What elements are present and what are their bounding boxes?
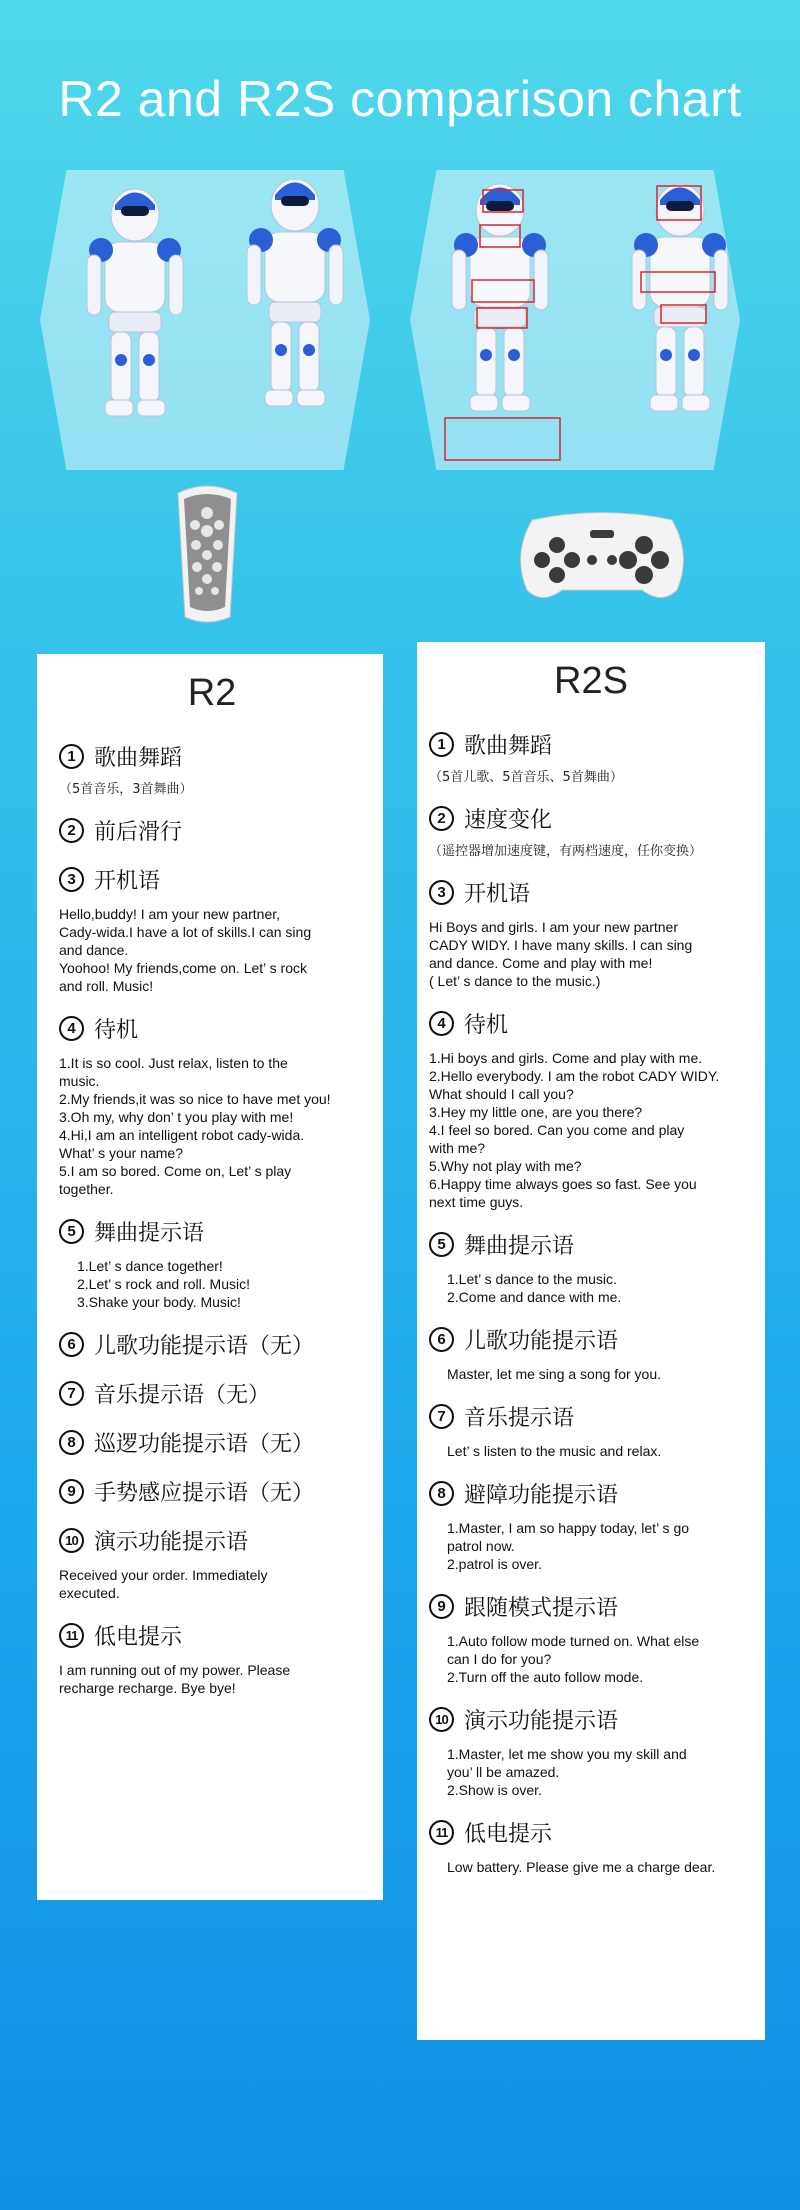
text-line: Yoohoo! My friends,come on. Let’ s rock: [59, 960, 307, 976]
item-heading: [429, 1478, 753, 1509]
text-line: music.: [59, 1073, 100, 1089]
item-heading: [429, 1229, 753, 1260]
circled-number: 8: [59, 1430, 84, 1455]
item-title: 儿歌功能提示语: [464, 1329, 619, 1354]
circled-number: 5: [429, 1232, 454, 1257]
r2s-gamepad-remote: [512, 505, 692, 605]
text-line: 5.Why not play with me?: [429, 1158, 582, 1174]
r2-item-10: [59, 1525, 365, 1602]
text-line: What should I call you?: [429, 1086, 574, 1102]
item-heading: [59, 1013, 365, 1044]
text-line: Master, let me sing a song for you.: [447, 1366, 661, 1382]
text-line: you’ ll be amazed.: [447, 1764, 560, 1780]
item-heading: [429, 1704, 753, 1735]
item-heading: [59, 1525, 365, 1556]
r2-feature-list: [59, 741, 365, 1697]
text-line: 1.Let’ s dance to the music.: [447, 1271, 617, 1287]
circled-number: 1: [429, 732, 454, 757]
text-line: executed.: [59, 1585, 120, 1601]
r2s-card: [417, 642, 765, 2040]
circled-number: 7: [429, 1404, 454, 1429]
text-line: 3.Hey my little one, are you there?: [429, 1104, 643, 1120]
item-title: 低电提示: [464, 1822, 553, 1847]
circled-number: 6: [429, 1327, 454, 1352]
r2-item-11: [59, 1620, 365, 1697]
item-title: 演示功能提示语: [94, 1530, 249, 1555]
item-title: 儿歌功能提示语（无）: [94, 1334, 315, 1359]
item-text: [429, 1858, 753, 1876]
item-text: [429, 1049, 753, 1211]
r2s-item-6: [429, 1324, 753, 1383]
circled-number: 9: [429, 1594, 454, 1619]
item-text: [59, 905, 365, 995]
r2-item-3: [59, 864, 365, 995]
circled-number: 2: [429, 806, 454, 831]
item-title: 前后滑行: [94, 820, 183, 845]
r2-item-8: [59, 1427, 365, 1458]
item-text: [429, 1519, 753, 1573]
text-line: 1.Let’ s dance together!: [77, 1258, 223, 1274]
circled-number: 10: [59, 1528, 84, 1553]
item-text: [59, 1661, 365, 1697]
item-heading: [59, 741, 365, 772]
r2s-item-10: [429, 1704, 753, 1799]
item-heading: [429, 877, 753, 908]
r2s-item-1: [429, 729, 753, 785]
item-text: [429, 1365, 753, 1383]
text-line: 6.Happy time always goes so fast. See you: [429, 1176, 697, 1192]
r2s-item-11: [429, 1817, 753, 1876]
text-line: and roll. Music!: [59, 978, 154, 994]
item-heading: [59, 864, 365, 895]
text-line: 1.Master, I am so happy today, let’ s go: [447, 1520, 690, 1536]
text-line: 1.Master, let me show you my skill and: [447, 1746, 687, 1762]
item-heading: [59, 1427, 365, 1458]
item-title: 跟随模式提示语: [464, 1596, 619, 1621]
item-text: [59, 1566, 365, 1602]
text-line: with me?: [429, 1140, 486, 1156]
r2s-feature-list: [429, 729, 753, 1876]
item-title: 待机: [94, 1018, 139, 1043]
item-title: 歌曲舞蹈: [94, 746, 183, 771]
circled-number: 11: [429, 1820, 454, 1845]
text-line: 2.Hello everybody. I am the robot CADY WIDY.: [429, 1068, 720, 1084]
robots-illustration: [40, 180, 770, 480]
item-title: 速度变化: [464, 808, 553, 833]
text-line: 2.Come and dance with me.: [447, 1289, 622, 1305]
text-line: Received your order. Immediately: [59, 1567, 268, 1583]
text-line: 3.Oh my, why don’ t you play with me!: [59, 1109, 294, 1125]
item-heading: [59, 1216, 365, 1247]
item-heading: [429, 1324, 753, 1355]
r2s-item-7: [429, 1401, 753, 1460]
r2-item-4: [59, 1013, 365, 1198]
r2s-item-9: [429, 1591, 753, 1686]
text-line: recharge recharge. Bye bye!: [59, 1680, 236, 1696]
item-title: 巡逻功能提示语（无）: [94, 1432, 315, 1457]
text-line: patrol now.: [447, 1538, 515, 1554]
text-line: 1.It is so cool. Just relax, listen to the: [59, 1055, 288, 1071]
r2-item-6: [59, 1329, 365, 1360]
circled-number: 6: [59, 1332, 84, 1357]
item-title: 音乐提示语（无）: [94, 1383, 271, 1408]
r2-item-2: [59, 815, 365, 846]
item-heading: [429, 1591, 753, 1622]
item-heading: [429, 803, 753, 834]
circled-number: 3: [429, 880, 454, 905]
item-title: 待机: [464, 1013, 509, 1038]
item-heading: [59, 1620, 365, 1651]
text-line: can I do for you?: [447, 1651, 552, 1667]
r2s-item-3: [429, 877, 753, 990]
item-text: [59, 1054, 365, 1198]
circled-number: 4: [59, 1016, 84, 1041]
text-line: 3.Shake your body. Music!: [77, 1294, 241, 1310]
text-line: Cady-wida.I have a lot of skills.I can sing: [59, 924, 312, 940]
r2-heading: R2: [187, 672, 237, 714]
circled-number: 11: [59, 1623, 84, 1648]
text-line: 2.patrol is over.: [447, 1556, 542, 1572]
r2-item-7: [59, 1378, 365, 1409]
text-line: 1.Auto follow mode turned on. What else: [447, 1633, 700, 1649]
item-subtitle: （5首音乐，3首舞曲）: [59, 782, 193, 797]
text-line: 4.I feel so bored. Can you come and play: [429, 1122, 685, 1138]
circled-number: 1: [59, 744, 84, 769]
text-line: 2.Show is over.: [447, 1782, 542, 1798]
robot-r2-back: [247, 180, 343, 406]
item-heading: [429, 729, 753, 760]
item-heading: [59, 1476, 365, 1507]
item-text: [429, 1442, 753, 1460]
circled-number: 8: [429, 1481, 454, 1506]
circled-number: 4: [429, 1011, 454, 1036]
item-heading: [59, 1378, 365, 1409]
item-heading: [59, 815, 365, 846]
robot-r2s-back: [632, 184, 728, 411]
item-text: [429, 1632, 753, 1686]
r2-card: [37, 654, 383, 1900]
text-line: I am running out of my power. Please: [59, 1662, 291, 1678]
text-line: 1.Hi boys and girls. Come and play with me.: [429, 1050, 703, 1066]
r2-item-5: [59, 1216, 365, 1311]
robot-r2-front: [87, 189, 183, 416]
item-title: 音乐提示语: [464, 1406, 575, 1431]
item-heading: [59, 1329, 365, 1360]
text-line: Low battery. Please give me a charge dear.: [447, 1859, 716, 1875]
text-line: Let’ s listen to the music and relax.: [447, 1443, 662, 1459]
text-line: 2.Let’ s rock and roll. Music!: [77, 1276, 250, 1292]
r2-item-9: [59, 1476, 365, 1507]
item-subtitle: （遥控器增加速度键，有两档速度，任你变换）: [429, 844, 703, 859]
item-title: 避障功能提示语: [464, 1483, 619, 1508]
item-title: 开机语: [464, 882, 531, 907]
circled-number: 10: [429, 1707, 454, 1732]
item-title: 手势感应提示语（无）: [94, 1481, 315, 1506]
text-line: and dance. Come and play with me!: [429, 955, 653, 971]
text-line: together.: [59, 1181, 114, 1197]
text-line: next time guys.: [429, 1194, 524, 1210]
circled-number: 7: [59, 1381, 84, 1406]
text-line: 4.Hi,I am an intelligent robot cady-wida.: [59, 1127, 305, 1143]
text-line: 2.Turn off the auto follow mode.: [447, 1669, 644, 1685]
item-text: [429, 1745, 753, 1799]
item-text: [429, 918, 753, 990]
circled-number: 5: [59, 1219, 84, 1244]
item-title: 开机语: [94, 869, 161, 894]
item-heading: [429, 1008, 753, 1039]
item-heading: [429, 1401, 753, 1432]
item-title: 演示功能提示语: [464, 1709, 619, 1734]
item-text: [59, 1257, 365, 1311]
r2s-heading: R2S: [554, 660, 628, 702]
text-line: ( Let’ s dance to the music.): [429, 973, 601, 989]
text-line: 5.I am so bored. Come on, Let’ s play: [59, 1163, 292, 1179]
text-line: 2.My friends,it was so nice to have met you!: [59, 1091, 331, 1107]
r2s-item-8: [429, 1478, 753, 1573]
r2-remote-control: [170, 485, 245, 625]
item-text: [429, 1270, 753, 1306]
text-line: Hello,buddy! I am your new partner,: [59, 906, 281, 922]
item-title: 舞曲提示语: [464, 1234, 575, 1259]
text-line: CADY WIDY. I have many skills. I can sing: [429, 937, 693, 953]
page-title: R2 and R2S comparison chart: [58, 71, 742, 127]
item-heading: [429, 1817, 753, 1848]
r2-item-1: [59, 741, 365, 797]
r2s-item-5: [429, 1229, 753, 1306]
text-line: What’ s your name?: [59, 1145, 183, 1161]
item-title: 低电提示: [94, 1625, 183, 1650]
item-title: 歌曲舞蹈: [464, 734, 553, 759]
r2s-item-2: [429, 803, 753, 859]
text-line: and dance.: [59, 942, 129, 958]
r2s-item-4: [429, 1008, 753, 1211]
circled-number: 9: [59, 1479, 84, 1504]
text-line: Hi Boys and girls. I am your new partner: [429, 919, 678, 935]
circled-number: 2: [59, 818, 84, 843]
item-title: 舞曲提示语: [94, 1221, 205, 1246]
item-subtitle: （5首儿歌、5首音乐、5首舞曲）: [429, 770, 623, 785]
circled-number: 3: [59, 867, 84, 892]
